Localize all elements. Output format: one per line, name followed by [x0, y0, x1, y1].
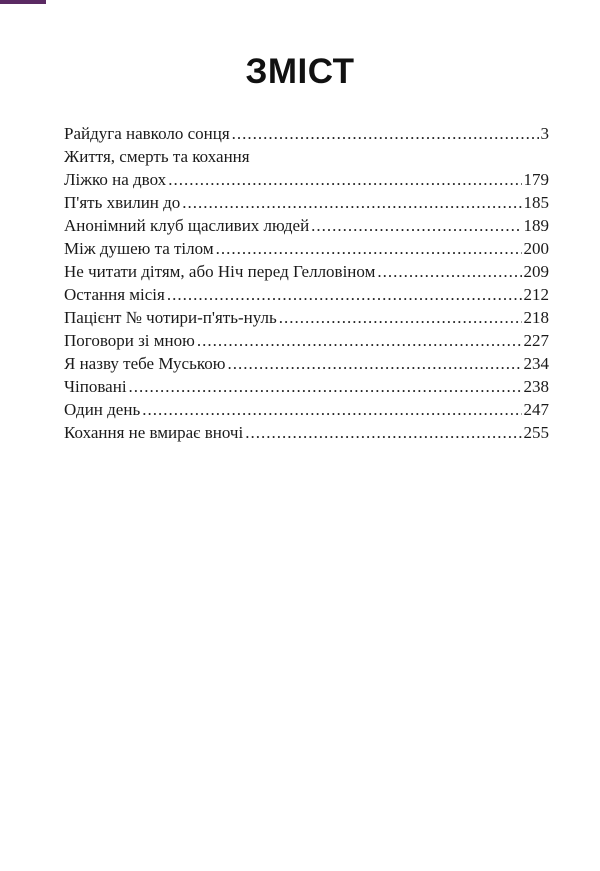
toc-entry-title: Пацієнт № чотири-п'ять-нуль	[64, 308, 277, 327]
toc-entry-title: П'ять хвилин до	[64, 193, 181, 212]
table-of-contents	[64, 122, 549, 444]
toc-leader-dots	[279, 306, 522, 329]
toc-entry-page: 3	[540, 124, 549, 143]
toc-leader-dots	[142, 398, 521, 421]
toc-entry-page: 247	[523, 400, 549, 419]
toc-entry-title: Анонімний клуб щасливих людей	[64, 216, 310, 235]
toc-entry-title: Райдуга навколо сонця	[64, 124, 230, 143]
toc-section-heading	[64, 145, 549, 168]
toc-leader-dots	[232, 122, 539, 145]
toc-leader-dots	[167, 283, 522, 306]
toc-entry-title: Чіповані	[64, 377, 127, 396]
toc-entry-title: Ліжко на двох	[64, 170, 167, 189]
toc-leader-dots	[197, 329, 522, 352]
toc-entry	[64, 260, 549, 283]
toc-entry-page: 179	[523, 170, 549, 189]
toc-entry-page: 189	[523, 216, 549, 235]
toc-entry-title: Не читати дітям, або Ніч перед Гелловіном	[64, 262, 376, 281]
toc-entry-title: Я назву тебе Муською	[64, 354, 226, 373]
toc-entry-page: 185	[523, 193, 549, 212]
toc-entry	[64, 421, 549, 444]
toc-entry-page: 255	[523, 423, 549, 442]
toc-entry-title: Кохання не вмирає вночі	[64, 423, 244, 442]
toc-entry	[64, 306, 549, 329]
toc-entry-page: 209	[523, 262, 549, 281]
toc-leader-dots	[311, 214, 521, 237]
toc-entry	[64, 237, 549, 260]
toc-entry	[64, 191, 549, 214]
toc-leader-dots	[129, 375, 522, 398]
toc-entry	[64, 398, 549, 421]
toc-entry	[64, 329, 549, 352]
toc-entry-title: Життя, смерть та кохання	[64, 147, 250, 166]
toc-entry	[64, 352, 549, 375]
page-title: ЗМІСТ	[245, 52, 355, 91]
toc-entry-title: Поговори зі мною	[64, 331, 195, 350]
toc-entry-page: 227	[523, 331, 549, 350]
toc-entry	[64, 214, 549, 237]
toc-entry-title: Один день	[64, 400, 141, 419]
toc-leader-dots	[377, 260, 521, 283]
toc-leader-dots	[216, 237, 522, 260]
toc-entry-page: 212	[523, 285, 549, 304]
toc-entry-page: 238	[523, 377, 549, 396]
toc-leader-dots	[227, 352, 521, 375]
toc-leader-dots	[168, 168, 521, 191]
toc-entry-title: Остання місія	[64, 285, 165, 304]
toc-entry-page: 200	[523, 239, 549, 258]
toc-entry	[64, 283, 549, 306]
toc-leader-dots	[245, 421, 521, 444]
toc-entry	[64, 375, 549, 398]
toc-entry-page: 218	[523, 308, 549, 327]
toc-entry	[64, 122, 549, 145]
toc-entry-page: 234	[523, 354, 549, 373]
toc-leader-dots	[182, 191, 521, 214]
toc-entry-title: Між душею та тілом	[64, 239, 214, 258]
corner-decoration	[0, 0, 46, 4]
toc-entry	[64, 168, 549, 191]
